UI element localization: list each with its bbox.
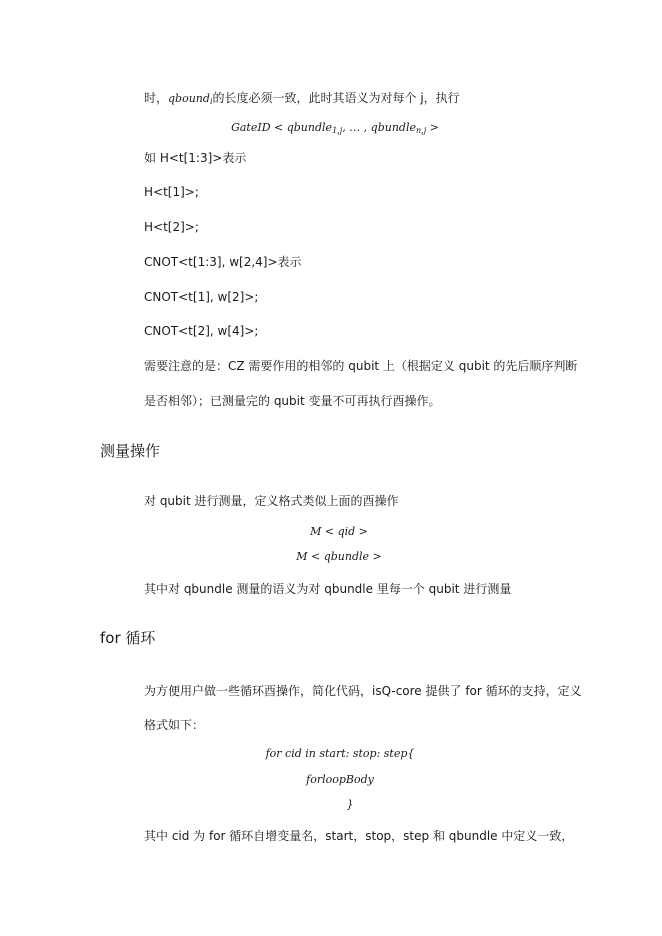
for-paragraph-3: 其中 cid 为 for 循环自增变量名，start，stop，step 和 qbundle 中定义一致， bbox=[144, 829, 574, 843]
text-line-5: CNOT<t[1:3], w[2,4]>表示 bbox=[144, 255, 302, 269]
line-1-prefix: 时， bbox=[144, 91, 169, 105]
equation-gate-id-part-c: > bbox=[426, 121, 439, 134]
equation-gate-id-part-b: , … , qbundle bbox=[342, 121, 416, 134]
text-line-9: 是否相邻）；已测量完的 qubit 变量不可再执行酉操作。 bbox=[144, 394, 441, 408]
equation-gate-id-sub-a: 1,j bbox=[332, 126, 343, 135]
line-1-suffix: 的长度必须一致，此时其语义为对每个 j，执行 bbox=[212, 91, 460, 105]
math-qbound-subscript: i bbox=[209, 97, 213, 106]
text-line-8: 需要注意的是：CZ 需要作用的相邻的 qubit 上（根据定义 qubit 的先后顺序判断 bbox=[144, 359, 578, 373]
for-paragraph-2: 格式如下： bbox=[144, 718, 205, 732]
equation-gate-id-part-a: GateID < qbundle bbox=[231, 121, 333, 134]
for-equation-1: for cid in start: stop: step{ bbox=[265, 747, 415, 760]
text-line-1 bbox=[144, 90, 460, 107]
text-line-3: H<t[1]>; bbox=[144, 185, 199, 199]
measure-equation-1: M < qid > bbox=[310, 525, 368, 538]
for-paragraph-1: 为方便用户做一些循环酉操作，简化代码，isQ-core 提供了 for 循环的支持，定义 bbox=[144, 684, 582, 698]
text-line-2: 如 H<t[1:3]>表示 bbox=[144, 151, 247, 165]
measure-equation-2: M < qbundle > bbox=[296, 550, 382, 563]
text-line-4: H<t[2]>; bbox=[144, 220, 199, 234]
text-line-6: CNOT<t[1], w[2]>; bbox=[144, 290, 259, 304]
equation-gate-id-sub-b: n,j bbox=[416, 126, 427, 135]
math-qbound: qbound bbox=[168, 92, 210, 105]
for-equation-2: forloopBody bbox=[306, 773, 374, 786]
for-equation-3: } bbox=[346, 798, 354, 811]
equation-gate-id bbox=[0, 120, 662, 136]
measure-paragraph-2: 其中对 qbundle 测量的语义为对 qbundle 里每一个 qubit 进行测量 bbox=[144, 582, 512, 596]
text-line-7: CNOT<t[2], w[4]>; bbox=[144, 324, 259, 338]
measure-paragraph-1: 对 qubit 进行测量，定义格式类似上面的酉操作 bbox=[144, 494, 399, 508]
heading-for-loop: for 循环 bbox=[100, 629, 156, 647]
heading-measure: 测量操作 bbox=[100, 442, 161, 460]
